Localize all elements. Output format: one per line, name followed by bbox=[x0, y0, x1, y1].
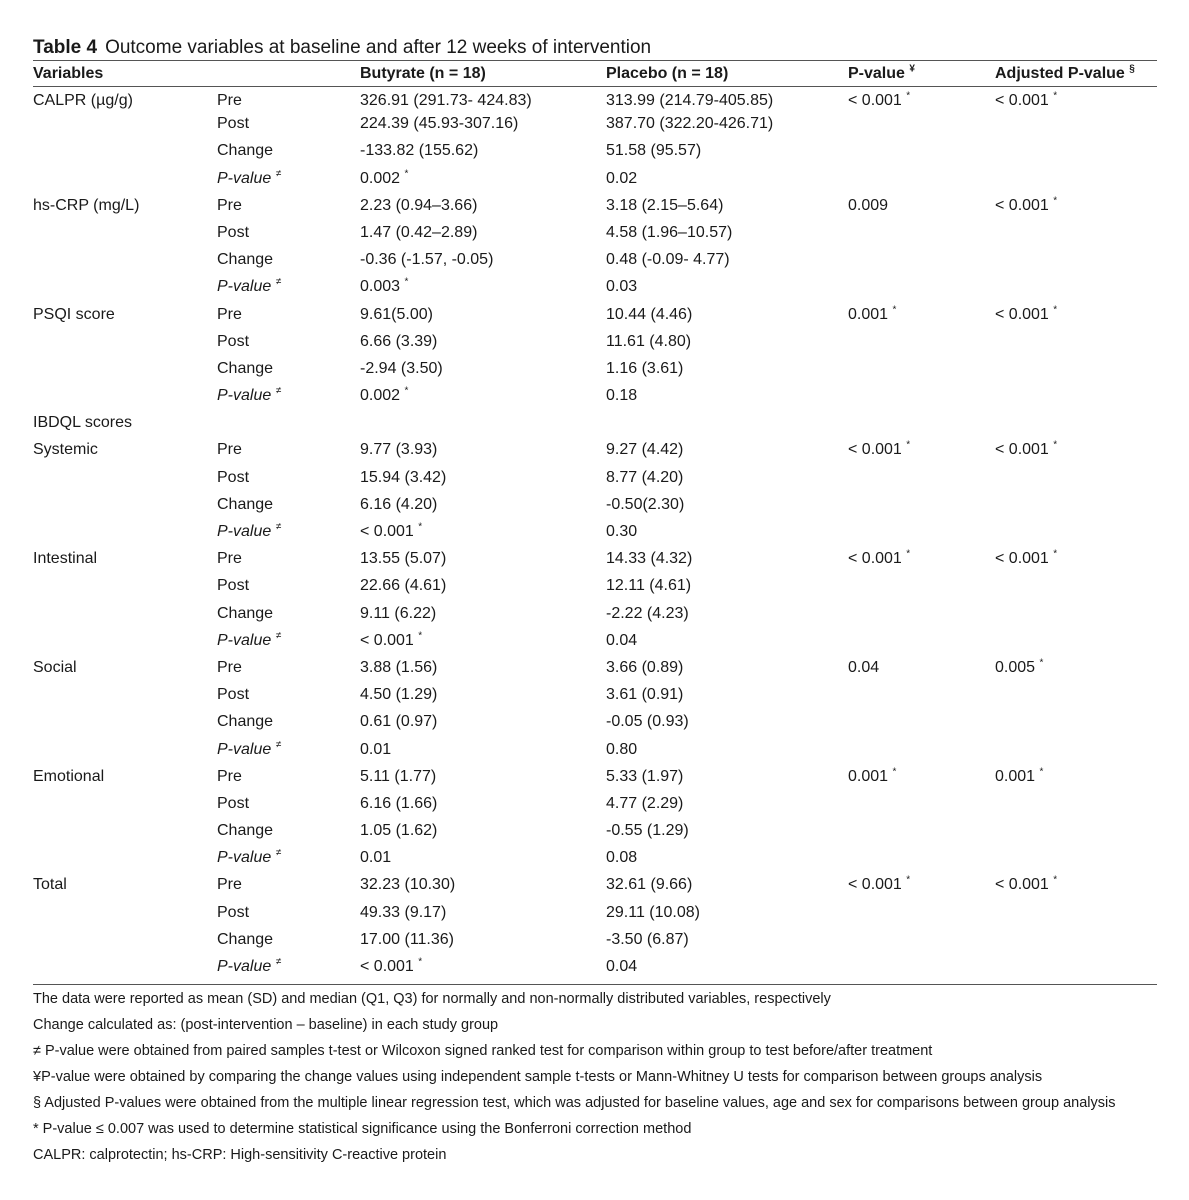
table-row bbox=[33, 169, 1157, 196]
adjusted-pvalue-cell bbox=[995, 821, 1157, 848]
stage-cell: Change bbox=[217, 359, 274, 377]
adjusted-pvalue-cell: 0.001 * bbox=[995, 766, 1044, 785]
placebo-cell: -0.55 (1.29) bbox=[606, 822, 689, 840]
pvalue-cell bbox=[848, 576, 995, 603]
adjusted-pvalue-cell bbox=[995, 522, 1157, 549]
variable-cell bbox=[33, 141, 217, 168]
adjusted-pvalue-cell: < 0.001 * bbox=[995, 875, 1058, 894]
stage-cell: Post bbox=[217, 223, 250, 241]
adjusted-pvalue-cell: < 0.001 * bbox=[995, 195, 1058, 214]
variable-cell: CALPR (µg/g) bbox=[33, 92, 133, 109]
significance-mark: * bbox=[1053, 195, 1058, 207]
stage-cell bbox=[217, 522, 360, 549]
butyrate-cell: 1.05 (1.62) bbox=[360, 822, 438, 840]
stage-cell: Pre bbox=[217, 441, 242, 459]
table-footnotes bbox=[33, 987, 1157, 1169]
variable-cell: hs-CRP (mg/L) bbox=[33, 196, 140, 214]
significance-mark: * bbox=[1053, 90, 1058, 102]
variable-cell bbox=[33, 495, 217, 522]
adjusted-pvalue-cell: < 0.001 * bbox=[995, 90, 1058, 109]
pvalue-cell: < 0.001 * bbox=[848, 90, 911, 109]
butyrate-cell: < 0.001 * bbox=[360, 521, 423, 540]
significance-mark: * bbox=[418, 521, 423, 533]
adjusted-pvalue-cell bbox=[995, 957, 1157, 985]
butyrate-cell: 9.11 (6.22) bbox=[360, 604, 437, 622]
table-row bbox=[33, 141, 1157, 168]
placebo-cell: 3.61 (0.91) bbox=[606, 686, 684, 704]
adjusted-pvalue-cell: 0.005 * bbox=[995, 657, 1044, 676]
table-row bbox=[33, 413, 1157, 440]
variable-cell bbox=[33, 114, 217, 141]
adjusted-pvalue-cell bbox=[995, 359, 1157, 386]
significance-mark: ≠ bbox=[275, 385, 282, 397]
butyrate-cell: 6.66 (3.39) bbox=[360, 332, 438, 350]
table-row bbox=[33, 468, 1157, 495]
adjusted-pvalue-cell bbox=[995, 631, 1157, 658]
butyrate-cell: 4.50 (1.29) bbox=[360, 686, 438, 704]
adjusted-pvalue-cell: < 0.001 * bbox=[995, 440, 1058, 459]
table-header-row bbox=[33, 61, 1157, 87]
table-row bbox=[33, 875, 1157, 902]
variable-cell bbox=[33, 223, 217, 250]
significance-mark: * bbox=[1053, 440, 1058, 452]
pvalue-cell bbox=[848, 604, 995, 631]
placebo-cell: 0.02 bbox=[606, 169, 638, 187]
footnote: § Adjusted P-values were obtained from the multiple linear regression test, which was adjusted for baseline values, age and sex for comparisons between group analysis bbox=[33, 1095, 1116, 1112]
pvalue-cell bbox=[848, 413, 995, 440]
pvalue-cell bbox=[848, 386, 995, 413]
stage-cell: Pre bbox=[217, 876, 242, 894]
footnote: ≠ P-value were obtained from paired samples t-test or Wilcoxon signed ranked test for comparison within group to test before/after treatment bbox=[33, 1043, 933, 1060]
significance-mark: * bbox=[906, 875, 911, 887]
stage-cell: Change bbox=[217, 822, 274, 840]
pvalue-cell: < 0.001 * bbox=[848, 440, 911, 459]
stage-cell: Pre bbox=[217, 767, 242, 785]
placebo-cell bbox=[606, 413, 848, 440]
stage-cell bbox=[217, 740, 360, 767]
butyrate-cell: 32.23 (10.30) bbox=[360, 876, 456, 894]
stage-cell: Post bbox=[217, 686, 250, 704]
variable-cell bbox=[33, 277, 217, 304]
butyrate-cell: 9.61(5.00) bbox=[360, 305, 433, 323]
placebo-cell: 11.61 (4.80) bbox=[606, 332, 692, 350]
variable-cell: IBDQL scores bbox=[33, 414, 132, 432]
significance-mark: ≠ bbox=[275, 847, 282, 859]
stage-cell: Post bbox=[217, 794, 250, 812]
variable-cell bbox=[33, 821, 217, 848]
adjusted-pvalue-cell bbox=[995, 495, 1157, 522]
placebo-cell: 4.77 (2.29) bbox=[606, 794, 684, 812]
significance-mark: * bbox=[404, 168, 409, 180]
butyrate-cell: 3.88 (1.56) bbox=[360, 658, 438, 676]
pvalue-label: P-value bbox=[217, 631, 272, 649]
stage-cell: Post bbox=[217, 468, 250, 486]
table-row bbox=[33, 794, 1157, 821]
placebo-cell: 12.11 (4.61) bbox=[606, 577, 692, 595]
placebo-cell: -2.22 (4.23) bbox=[606, 604, 689, 622]
header-variables: Variables bbox=[33, 64, 104, 82]
adjusted-pvalue-cell bbox=[995, 576, 1157, 603]
adjusted-pvalue-cell bbox=[995, 250, 1157, 277]
placebo-cell: -0.50(2.30) bbox=[606, 495, 685, 513]
significance-mark: * bbox=[1039, 766, 1044, 778]
stage-cell: Pre bbox=[217, 550, 242, 568]
adjusted-pvalue-cell bbox=[995, 930, 1157, 957]
pvalue-label: P-value bbox=[217, 278, 272, 296]
butyrate-cell: 0.01 bbox=[360, 740, 392, 758]
variable-cell: Social bbox=[33, 658, 77, 676]
variable-cell bbox=[33, 848, 217, 875]
variable-cell: PSQI score bbox=[33, 305, 115, 323]
stage-cell bbox=[217, 169, 360, 196]
variable-cell bbox=[33, 712, 217, 739]
butyrate-cell: 15.94 (3.42) bbox=[360, 468, 447, 486]
stage-cell bbox=[217, 277, 360, 304]
table-row bbox=[33, 386, 1157, 413]
pvalue-label: P-value bbox=[217, 849, 272, 867]
pvalue-cell bbox=[848, 169, 995, 196]
stage-cell: Pre bbox=[217, 658, 242, 676]
adjusted-pvalue-cell bbox=[995, 604, 1157, 631]
table-row bbox=[33, 767, 1157, 794]
butyrate-cell: 0.002 * bbox=[360, 168, 409, 187]
significance-mark: * bbox=[1039, 657, 1044, 669]
stage-cell: Pre bbox=[217, 196, 242, 214]
stage-cell: Change bbox=[217, 713, 274, 731]
placebo-cell: 29.11 (10.08) bbox=[606, 903, 700, 921]
pvalue-cell bbox=[848, 848, 995, 875]
table-body bbox=[33, 87, 1157, 985]
stage-cell bbox=[217, 386, 360, 413]
table-row bbox=[33, 740, 1157, 767]
footnote: * P-value ≤ 0.007 was used to determine statistical significance using the Bonferroni correction method bbox=[33, 1121, 692, 1138]
butyrate-cell: 6.16 (1.66) bbox=[360, 794, 438, 812]
table-row bbox=[33, 658, 1157, 685]
butyrate-cell: 0.002 * bbox=[360, 385, 409, 405]
table-row bbox=[33, 576, 1157, 603]
placebo-cell: 0.04 bbox=[606, 631, 638, 649]
table-row bbox=[33, 903, 1157, 930]
adjusted-pvalue-cell bbox=[995, 169, 1157, 196]
butyrate-cell: < 0.001 * bbox=[360, 956, 423, 975]
placebo-cell: 0.08 bbox=[606, 849, 638, 867]
variable-cell bbox=[33, 794, 217, 821]
variable-cell bbox=[33, 359, 217, 386]
variable-cell bbox=[33, 576, 217, 603]
variable-cell: Total bbox=[33, 876, 67, 894]
table-row bbox=[33, 821, 1157, 848]
pvalue-cell bbox=[848, 740, 995, 767]
placebo-cell: 387.70 (322.20-426.71) bbox=[606, 115, 774, 133]
significance-mark: * bbox=[906, 548, 911, 560]
placebo-cell: -3.50 (6.87) bbox=[606, 930, 689, 948]
pvalue-cell bbox=[848, 631, 995, 658]
placebo-cell: 1.16 (3.61) bbox=[606, 359, 684, 377]
pvalue-cell bbox=[848, 250, 995, 277]
pvalue-cell bbox=[848, 522, 995, 549]
adjusted-pvalue-cell bbox=[995, 141, 1157, 168]
butyrate-cell: < 0.001 * bbox=[360, 630, 423, 649]
placebo-cell: 0.80 bbox=[606, 740, 638, 758]
butyrate-cell: -133.82 (155.62) bbox=[360, 142, 479, 160]
adjusted-pvalue-cell bbox=[995, 848, 1157, 875]
variable-cell: Intestinal bbox=[33, 550, 98, 568]
stage-cell: Post bbox=[217, 115, 250, 133]
significance-mark: * bbox=[418, 956, 423, 968]
placebo-cell: 10.44 (4.46) bbox=[606, 305, 693, 323]
pvalue-cell bbox=[848, 685, 995, 712]
pvalue-cell bbox=[848, 930, 995, 957]
table-title: Outcome variables at baseline and after 12 weeks of intervention bbox=[105, 37, 652, 58]
adjusted-pvalue-cell bbox=[995, 413, 1157, 440]
adjusted-pvalue-cell bbox=[995, 794, 1157, 821]
table-row bbox=[33, 549, 1157, 576]
butyrate-cell: 224.39 (45.93-307.16) bbox=[360, 115, 519, 133]
table-row bbox=[33, 277, 1157, 304]
stage-cell: Post bbox=[217, 577, 250, 595]
pvalue-cell: 0.001 * bbox=[848, 766, 897, 785]
pvalue-cell: < 0.001 * bbox=[848, 875, 911, 894]
table-caption bbox=[33, 36, 1157, 60]
stage-cell bbox=[217, 957, 360, 985]
stage-cell: Post bbox=[217, 903, 250, 921]
table-row bbox=[33, 440, 1157, 467]
significance-mark: * bbox=[1053, 548, 1058, 560]
variable-cell bbox=[33, 957, 217, 985]
table-row bbox=[33, 223, 1157, 250]
significance-mark: * bbox=[906, 440, 911, 452]
header-butyrate: Butyrate (n = 18) bbox=[360, 64, 486, 82]
significance-mark: * bbox=[404, 385, 409, 397]
variable-cell bbox=[33, 604, 217, 631]
pvalue-cell bbox=[848, 114, 995, 141]
stage-cell: Change bbox=[217, 930, 274, 948]
stage-cell: Change bbox=[217, 495, 274, 513]
footnote: The data were reported as mean (SD) and median (Q1, Q3) for normally and non-normally distributed variables, respectively bbox=[33, 991, 831, 1008]
placebo-cell: 0.04 bbox=[606, 958, 638, 975]
stage-cell: Pre bbox=[217, 305, 242, 323]
significance-mark: * bbox=[892, 766, 897, 778]
butyrate-cell: 9.77 (3.93) bbox=[360, 441, 438, 459]
adjusted-pvalue-cell bbox=[995, 685, 1157, 712]
header-placebo: Placebo (n = 18) bbox=[606, 64, 729, 82]
variable-cell: Systemic bbox=[33, 441, 98, 459]
table-figure bbox=[33, 36, 1157, 1169]
pvalue-label: P-value bbox=[217, 523, 272, 540]
butyrate-cell: -2.94 (3.50) bbox=[360, 359, 443, 377]
pvalue-cell bbox=[848, 141, 995, 168]
table-row bbox=[33, 930, 1157, 957]
variable-cell bbox=[33, 903, 217, 930]
significance-mark: ≠ bbox=[275, 630, 282, 642]
footnote: Change calculated as: (post-intervention – baseline) in each study group bbox=[33, 1017, 499, 1034]
outcome-table bbox=[33, 60, 1157, 985]
stage-cell: Change bbox=[217, 604, 274, 622]
placebo-cell: 0.03 bbox=[606, 278, 638, 296]
adjusted-pvalue-cell: < 0.001 * bbox=[995, 304, 1058, 323]
butyrate-cell: 5.11 (1.77) bbox=[360, 767, 437, 785]
header-pvalue: P-value ¥ bbox=[848, 63, 915, 82]
significance-mark: ≠ bbox=[275, 956, 282, 968]
placebo-cell: 3.66 (0.89) bbox=[606, 658, 684, 676]
header-stage bbox=[217, 61, 360, 87]
header-adjusted-pvalue: Adjusted P-value § bbox=[995, 63, 1135, 82]
table-row bbox=[33, 87, 1157, 115]
placebo-cell: 313.99 (214.79-405.85) bbox=[606, 92, 774, 109]
stage-cell: Change bbox=[217, 142, 274, 160]
adjusted-pvalue-cell bbox=[995, 712, 1157, 739]
butyrate-cell: 1.47 (0.42–2.89) bbox=[360, 223, 478, 241]
pvalue-cell: 0.001 * bbox=[848, 304, 897, 323]
variable-cell bbox=[33, 468, 217, 495]
butyrate-cell: 6.16 (4.20) bbox=[360, 495, 438, 513]
stage-cell: Change bbox=[217, 251, 274, 269]
stage-cell bbox=[217, 631, 360, 658]
pvalue-cell bbox=[848, 712, 995, 739]
significance-mark: * bbox=[418, 630, 423, 642]
adjusted-pvalue-cell bbox=[995, 386, 1157, 413]
pvalue-label: P-value bbox=[217, 958, 272, 975]
table-row bbox=[33, 522, 1157, 549]
placebo-cell: 3.18 (2.15–5.64) bbox=[606, 196, 724, 214]
placebo-cell: 14.33 (4.32) bbox=[606, 550, 693, 568]
butyrate-cell: -0.36 (-1.57, -0.05) bbox=[360, 251, 494, 269]
adjusted-pvalue-cell bbox=[995, 740, 1157, 767]
pvalue-cell bbox=[848, 223, 995, 250]
table-row bbox=[33, 957, 1157, 985]
adjusted-pvalue-cell bbox=[995, 223, 1157, 250]
variable-cell bbox=[33, 685, 217, 712]
adjusted-pvalue-cell bbox=[995, 468, 1157, 495]
pvalue-cell bbox=[848, 957, 995, 985]
significance-mark: ≠ bbox=[275, 739, 282, 751]
significance-mark: ≠ bbox=[275, 276, 282, 288]
butyrate-cell: 0.61 (0.97) bbox=[360, 713, 438, 731]
butyrate-cell: 0.01 bbox=[360, 849, 392, 867]
butyrate-cell: 13.55 (5.07) bbox=[360, 550, 447, 568]
placebo-cell: 51.58 (95.57) bbox=[606, 142, 702, 160]
pvalue-label: P-value bbox=[217, 169, 272, 187]
placebo-cell: -0.05 (0.93) bbox=[606, 713, 689, 731]
pvalue-cell bbox=[848, 821, 995, 848]
significance-mark: ≠ bbox=[275, 168, 282, 180]
variable-cell bbox=[33, 332, 217, 359]
pvalue-label: P-value bbox=[217, 740, 272, 758]
stage-cell: Pre bbox=[217, 92, 242, 109]
table-row bbox=[33, 495, 1157, 522]
significance-mark: * bbox=[906, 90, 911, 102]
footnote: ¥P-value were obtained by comparing the change values using independent sample t-tests or Mann-Whitney U tests for comparison between groups analysis bbox=[33, 1069, 1043, 1086]
adjusted-pvalue-cell bbox=[995, 277, 1157, 304]
table-row bbox=[33, 848, 1157, 875]
pvalue-cell: 0.04 bbox=[848, 658, 880, 676]
butyrate-cell bbox=[360, 413, 606, 440]
pvalue-cell bbox=[848, 468, 995, 495]
adjusted-pvalue-cell bbox=[995, 903, 1157, 930]
pvalue-cell: 0.009 bbox=[848, 196, 889, 214]
significance-mark: ≠ bbox=[275, 521, 282, 533]
table-row bbox=[33, 359, 1157, 386]
butyrate-cell: 22.66 (4.61) bbox=[360, 577, 447, 595]
significance-mark: * bbox=[404, 276, 409, 288]
placebo-cell: 0.18 bbox=[606, 387, 638, 405]
placebo-cell: 8.77 (4.20) bbox=[606, 468, 684, 486]
variable-cell: Emotional bbox=[33, 767, 105, 785]
butyrate-cell: 326.91 (291.73- 424.83) bbox=[360, 92, 532, 109]
significance-mark: * bbox=[892, 304, 897, 316]
placebo-cell: 5.33 (1.97) bbox=[606, 767, 684, 785]
variable-cell bbox=[33, 169, 217, 196]
placebo-cell: 0.30 bbox=[606, 523, 638, 540]
pvalue-cell bbox=[848, 277, 995, 304]
table-row bbox=[33, 196, 1157, 223]
butyrate-cell: 17.00 (11.36) bbox=[360, 930, 454, 948]
variable-cell bbox=[33, 386, 217, 413]
variable-cell bbox=[33, 631, 217, 658]
pvalue-cell bbox=[848, 903, 995, 930]
table-number: Table 4 bbox=[33, 37, 98, 58]
significance-mark: * bbox=[1053, 875, 1058, 887]
butyrate-cell: 2.23 (0.94–3.66) bbox=[360, 196, 478, 214]
variable-cell bbox=[33, 740, 217, 767]
placebo-cell: 32.61 (9.66) bbox=[606, 876, 693, 894]
pvalue-cell: < 0.001 * bbox=[848, 548, 911, 568]
stage-cell bbox=[217, 413, 360, 440]
adjusted-pvalue-cell bbox=[995, 332, 1157, 359]
table-row bbox=[33, 250, 1157, 277]
table-row bbox=[33, 332, 1157, 359]
adjusted-pvalue-cell bbox=[995, 114, 1157, 141]
stage-cell bbox=[217, 848, 360, 875]
butyrate-cell: 49.33 (9.17) bbox=[360, 903, 447, 921]
pvalue-cell bbox=[848, 495, 995, 522]
variable-cell bbox=[33, 930, 217, 957]
table-row bbox=[33, 685, 1157, 712]
table-row bbox=[33, 631, 1157, 658]
significance-mark: * bbox=[1053, 304, 1058, 316]
adjusted-pvalue-cell: < 0.001 * bbox=[995, 548, 1058, 568]
table-row bbox=[33, 114, 1157, 141]
pvalue-cell bbox=[848, 794, 995, 821]
stage-cell: Post bbox=[217, 332, 250, 350]
variable-cell bbox=[33, 250, 217, 277]
table-row bbox=[33, 604, 1157, 631]
pvalue-cell bbox=[848, 332, 995, 359]
table-row bbox=[33, 305, 1157, 332]
placebo-cell: 4.58 (1.96–10.57) bbox=[606, 223, 733, 241]
table-row bbox=[33, 712, 1157, 739]
butyrate-cell: 0.003 * bbox=[360, 276, 409, 296]
pvalue-cell bbox=[848, 359, 995, 386]
placebo-cell: 9.27 (4.42) bbox=[606, 441, 684, 459]
placebo-cell: 0.48 (-0.09- 4.77) bbox=[606, 251, 730, 269]
variable-cell bbox=[33, 522, 217, 549]
footnote: CALPR: calprotectin; hs-CRP: High-sensitivity C-reactive protein bbox=[33, 1147, 447, 1164]
pvalue-label: P-value bbox=[217, 387, 272, 405]
